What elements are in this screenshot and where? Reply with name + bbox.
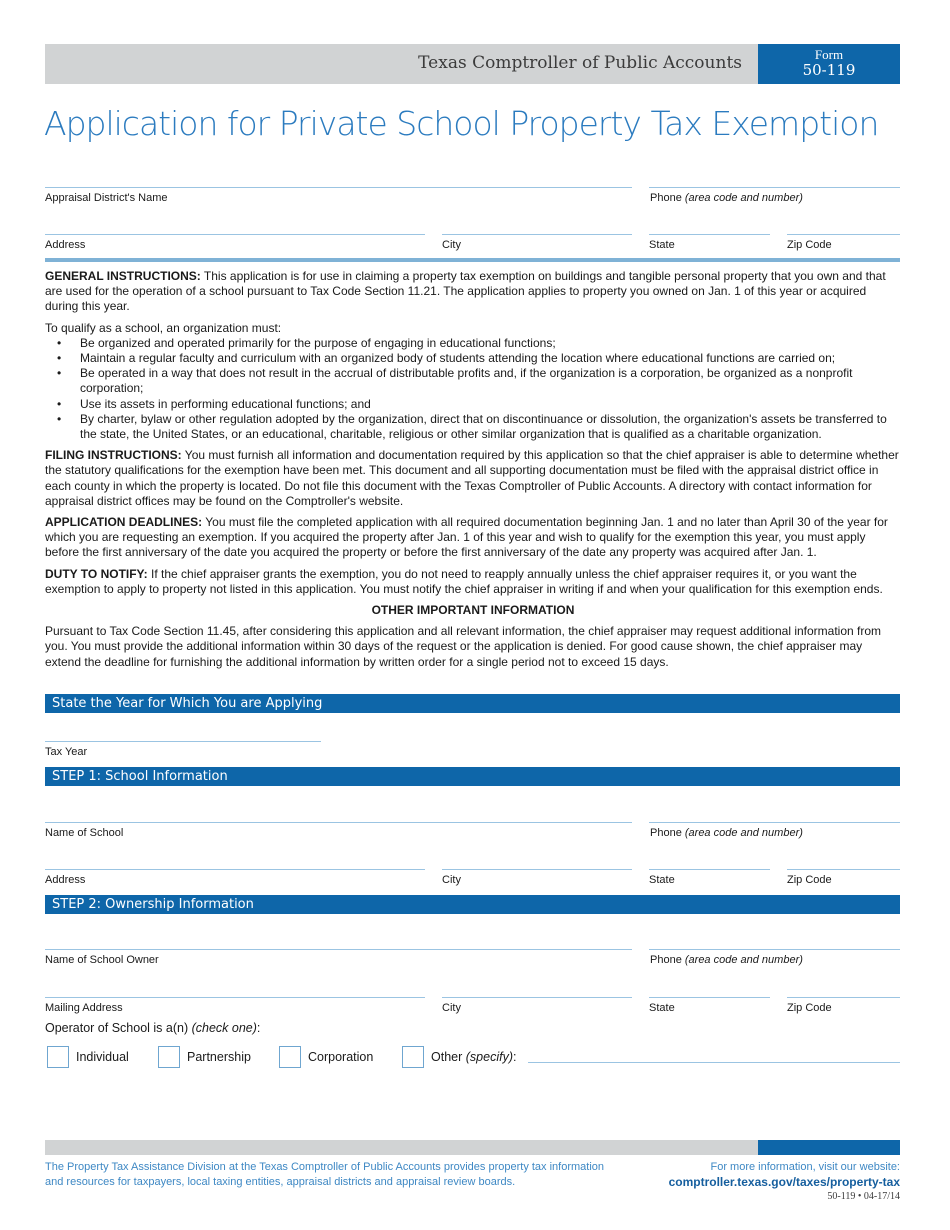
district-city-label: City xyxy=(442,239,461,251)
owner-phone-field[interactable] xyxy=(649,949,900,950)
corporation-checkbox[interactable] xyxy=(279,1046,301,1068)
owner-name-label: Name of School Owner xyxy=(45,954,159,966)
individual-checkbox[interactable] xyxy=(47,1046,69,1068)
operator-label: Operator of School is a(n) (check one): xyxy=(45,1021,261,1035)
tax-year-label: Tax Year xyxy=(45,746,88,758)
list-item: • Maintain a regular faculty and curriculum with an organized body of students attending the location where educational functions are carried on; xyxy=(45,351,901,366)
owner-address-field[interactable] xyxy=(45,997,425,998)
list-item: • Be operated in a way that does not result in the accrual of distributable profits and, if the organization is a corporation, be organized as a nonprofit corporation; xyxy=(45,366,901,396)
district-city-field[interactable] xyxy=(442,234,632,235)
form-number-badge xyxy=(758,44,900,84)
other-specify-field[interactable] xyxy=(528,1062,900,1063)
individual-label: Individual xyxy=(76,1050,129,1064)
footer-accent xyxy=(758,1140,900,1155)
footer-info xyxy=(669,1160,900,1203)
application-deadlines: APPLICATION DEADLINES: You must file the completed application with all required documentation beginning Jan. 1 and no later than April 30 of the year for which you are requesting an exemption. If you acquired the property after Jan. 1 of this year and wish to qualify for the exemption this year, you must apply before the first anniversary of the date you acquired the property or before the first anniversary of the date any property was acquired after Jan. 1. xyxy=(45,515,888,560)
list-item: • Use its assets in performing educational functions; and xyxy=(45,397,901,412)
district-address-field[interactable] xyxy=(45,234,425,235)
owner-name-field[interactable] xyxy=(45,949,632,950)
duty-to-notify: DUTY TO NOTIFY: If the chief appraiser grants the exemption, you do not need to reapply annually unless the chief appraiser requires it, or you want the exemption to apply to property not listed in this application. You must notify the chief appraiser in writing if and when your qualification for this exemption ends. xyxy=(45,566,883,596)
filing-instructions: FILING INSTRUCTIONS: You must furnish all information and documentation required by this application so that the chief appraiser is able to determine whether the statutory qualifications for the exemption have been met. This document and all supporting documentation must be filed with the appraisal district office in each county in which the property is located. Do not file this document with the Texas Comptroller of Public Accounts. A directory with contact information for appraisal district offices may be found on the Comptroller's website. xyxy=(45,448,899,508)
section-divider xyxy=(45,258,900,262)
tax-year-field[interactable] xyxy=(45,741,321,742)
footer-website-link[interactable]: comptroller.texas.gov/taxes/property-tax xyxy=(668,1175,900,1189)
qualify-list xyxy=(45,336,901,442)
district-phone-field[interactable] xyxy=(649,187,900,188)
year-section-header: State the Year for Which You are Applying xyxy=(45,694,900,713)
other-info-text: Pursuant to Tax Code Section 11.45, after considering this application and all relevant information, the chief appraiser may request additional information from you. You must provide the additional information within 30 days of the request or the application is denied. For good cause shown, the chief appraiser may extend the deadline for furnishing the additional information by written order for a single period not to exceed 15 days. xyxy=(45,624,882,669)
owner-address-label: Mailing Address xyxy=(45,1002,123,1014)
other-label: Other (specify): xyxy=(431,1050,517,1064)
footer-form-code: 50-119 • 04-17/14 xyxy=(827,1191,900,1202)
owner-state-label: State xyxy=(649,1002,675,1014)
corporation-label: Corporation xyxy=(308,1050,374,1064)
form-number: 50-119 xyxy=(802,61,856,79)
district-name-field[interactable] xyxy=(45,187,632,188)
school-address-field[interactable] xyxy=(45,869,425,870)
partnership-checkbox[interactable] xyxy=(158,1046,180,1068)
agency-name: Texas Comptroller of Public Accounts xyxy=(418,53,742,73)
partnership-label: Partnership xyxy=(187,1050,251,1064)
school-zip-field[interactable] xyxy=(787,869,900,870)
school-phone-label: Phone (area code and number) xyxy=(650,827,803,839)
district-state-field[interactable] xyxy=(649,234,770,235)
owner-city-label: City xyxy=(442,1002,461,1014)
header-bar xyxy=(45,44,758,84)
form-label: Form xyxy=(814,47,844,62)
list-item: • Be organized and operated primarily for the purpose of engaging in educational functions; xyxy=(45,336,901,351)
school-state-label: State xyxy=(649,874,675,886)
school-city-field[interactable] xyxy=(442,869,632,870)
page-title: Application for Private School Property Tax Exemption xyxy=(44,104,879,143)
owner-state-field[interactable] xyxy=(649,997,770,998)
school-name-label: Name of School xyxy=(45,827,124,839)
district-name-label: Appraisal District's Name xyxy=(45,192,168,204)
district-state-label: State xyxy=(649,239,675,251)
footer-bar xyxy=(45,1140,758,1155)
school-name-field[interactable] xyxy=(45,822,632,823)
district-zip-label: Zip Code xyxy=(787,239,832,251)
footer-description: The Property Tax Assistance Division at the Texas Comptroller of Public Accounts provides property tax information and resources for taxpayers, local taxing entities, appraisal districts and appraisal review boards. xyxy=(45,1161,605,1188)
general-instructions: GENERAL INSTRUCTIONS: This application is for use in claiming a property tax exemption on buildings and tangible personal property that you own and that are used for the operation of a school pursuant to Tax Code Section 11.21. The application applies to property you owned on Jan. 1 of this year or acquired during this year. xyxy=(45,269,886,314)
step2-header: STEP 2: Ownership Information xyxy=(45,895,900,914)
owner-phone-label: Phone (area code and number) xyxy=(650,954,803,966)
qualify-intro: To qualify as a school, an organization must: xyxy=(45,320,282,335)
school-state-field[interactable] xyxy=(649,869,770,870)
school-phone-field[interactable] xyxy=(649,822,900,823)
school-city-label: City xyxy=(442,874,461,886)
owner-zip-label: Zip Code xyxy=(787,1002,832,1014)
footer-more-info: For more information, visit our website: xyxy=(710,1161,900,1173)
district-address-label: Address xyxy=(45,239,86,251)
owner-city-field[interactable] xyxy=(442,997,632,998)
district-zip-field[interactable] xyxy=(787,234,900,235)
school-address-label: Address xyxy=(45,874,86,886)
district-phone-label: Phone (area code and number) xyxy=(650,192,803,204)
instructions-block xyxy=(45,269,901,676)
list-item: • By charter, bylaw or other regulation adopted by the organization, direct that on discontinuance or dissolution, the organization's assets be transferred to the state, the United States, or an educational, charitable, religious or other similar organization that is qualified as a charitable organization. xyxy=(45,412,901,442)
owner-zip-field[interactable] xyxy=(787,997,900,998)
other-info-heading: OTHER IMPORTANT INFORMATION xyxy=(371,603,575,618)
school-zip-label: Zip Code xyxy=(787,874,832,886)
other-checkbox[interactable] xyxy=(402,1046,424,1068)
step1-header: STEP 1: School Information xyxy=(45,767,900,786)
